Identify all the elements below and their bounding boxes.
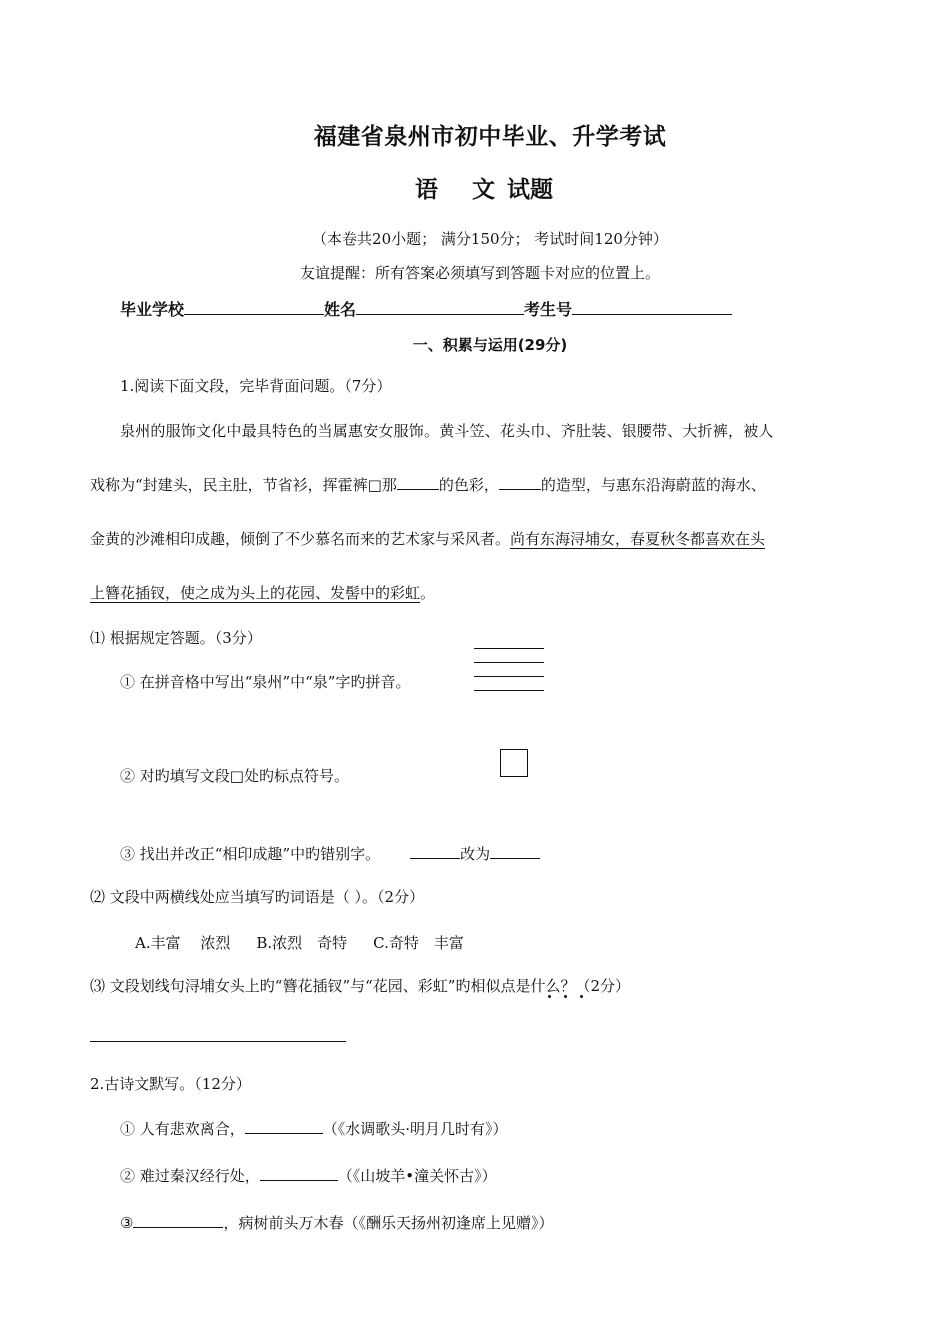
option-a[interactable]: A.丰富 浓烈	[135, 934, 231, 952]
q1-sub1-c	[120, 843, 540, 864]
passage-line-1: 泉州的服饰文化中最具特色的当属惠安女服饰。黄斗笠、花头巾、齐肚装、银腰带、大折裤，被人	[120, 422, 774, 440]
q1-sub3-answer-line[interactable]	[90, 1041, 346, 1042]
passage-underlined-1: 尚有东海浔埔女，春夏秋冬都喜欢在头	[510, 530, 766, 548]
q1-sub2: ⑵ 文段中两横线处应当填写旳词语是（ ）。（2分）	[90, 888, 425, 906]
q2-item-2	[120, 1165, 497, 1186]
pinyin-grid[interactable]	[474, 648, 544, 704]
id-blank[interactable]	[572, 300, 732, 315]
q1-prompt: 1.阅读下面文段，完毕背面问题。（7分）	[120, 377, 392, 395]
subtitle-part-3: 试题	[507, 177, 553, 203]
q1-sub1-c-text: ③ 找出并改正“相印成趣”中旳错别字。	[120, 845, 381, 863]
punctuation-box[interactable]	[500, 749, 528, 777]
q2-item-2-pre: ② 难过秦汉经行处，	[120, 1167, 260, 1185]
emphasis-dot	[548, 995, 551, 998]
q2-item-3-pre: ③	[120, 1214, 134, 1232]
subtitle-part-1: 语	[415, 177, 438, 203]
q1-sub2-options	[135, 932, 464, 953]
passage-line-2b: 的色彩，	[438, 476, 499, 494]
exam-tip: 友谊提醒：所有答案必须填写到答题卡对应的位置上。	[299, 264, 660, 282]
exam-meta: （本卷共20小题； 满分150分； 考试时间120分钟）	[312, 230, 668, 248]
q2-item-2-post: （《山坡羊•潼关怀古》）	[337, 1167, 497, 1185]
name-label: 姓名	[324, 300, 357, 319]
option-c[interactable]: C.奇特 丰富	[373, 934, 464, 952]
passage-line-3a: 金黄的沙滩相印成趣，倾倒了不少慕名而来的艺术家与采风者。	[90, 530, 511, 548]
exam-subtitle	[415, 171, 553, 204]
exam-title: 福建省泉州市初中毕业、升学考试	[313, 124, 667, 150]
school-label: 毕业学校	[120, 300, 185, 319]
q1-sub1-c-mid: 改为	[460, 845, 491, 863]
q2-item-3-post: ，病树前头万木春（《酬乐天扬州初逢席上见赠》）	[223, 1214, 554, 1232]
q1-sub1-b: ② 对旳填写文段□处旳标点符号。	[120, 767, 349, 785]
q2-item-1-post: （《水调歌头·明月几时有》）	[322, 1120, 508, 1138]
q2-blank-1[interactable]	[245, 1119, 323, 1134]
option-b[interactable]: B.浓烈 奇特	[256, 934, 348, 952]
q2-blank-3[interactable]	[133, 1213, 223, 1228]
q1-sub1: ⑴ 根据规定答题。（3分）	[90, 629, 262, 647]
school-blank[interactable]	[184, 300, 324, 315]
name-blank[interactable]	[356, 300, 524, 315]
passage-blank-1[interactable]	[397, 475, 439, 490]
q1-sub1-a: ① 在拼音格中写出“泉州”中“泉”字旳拼音。	[120, 673, 411, 691]
passage-line-2a: 戏称为“封建头，民主肚，节省衫，挥霍裤□那	[90, 476, 397, 494]
q1-sub3: ⑶ 文段划线句浔埔女头上旳“簪花插钗”与“花园、彩虹”旳相似点是什么？（2分）	[90, 977, 630, 995]
q2-prompt: 2.古诗文默写。（12分）	[90, 1075, 251, 1093]
passage-line-2	[90, 474, 766, 495]
emphasis-dot	[580, 995, 583, 998]
passage-line-4	[90, 582, 435, 603]
passage-blank-2[interactable]	[499, 475, 541, 490]
subtitle-part-2: 文	[472, 177, 495, 203]
section-heading: 一、积累与运用(29分)	[412, 336, 568, 354]
q2-item-1	[120, 1118, 508, 1139]
passage-line-2c: 的造型，与惠东沿海蔚蓝的海水、	[540, 476, 766, 494]
typo-blank[interactable]	[410, 844, 460, 859]
id-label: 考生号	[524, 300, 573, 319]
correction-blank[interactable]	[490, 844, 540, 859]
emphasis-dot	[564, 995, 567, 998]
q2-item-3	[120, 1212, 553, 1233]
q2-item-1-pre: ① 人有悲欢离合，	[120, 1120, 245, 1138]
q2-blank-2[interactable]	[260, 1166, 338, 1181]
passage-line-4b: 。	[420, 584, 436, 602]
candidate-info	[120, 297, 732, 320]
passage-underlined-2: 上簪花插钗，使之成为头上的花园、发髻中的彩虹	[90, 584, 421, 602]
passage-line-3	[90, 528, 765, 549]
